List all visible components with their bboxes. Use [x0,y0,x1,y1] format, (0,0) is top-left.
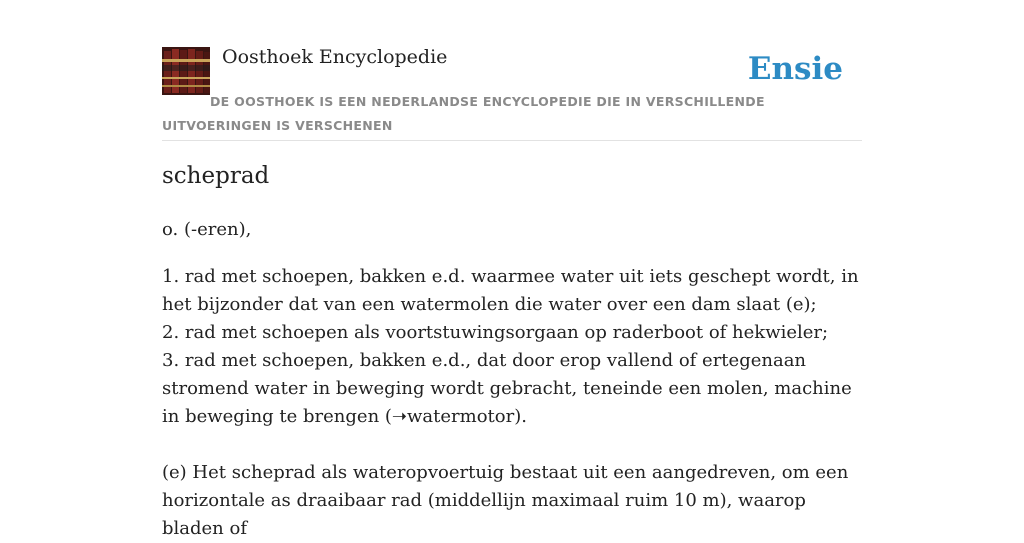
site-title[interactable]: Oosthoek Encyclopedie [222,46,448,68]
definition-item: 3. rad met schoepen, bakken e.d., dat door erop vallend of ertegenaan stromend water in beweging wordt gebracht, teneinde een molen, machine in beweging te brengen (➝watermotor). [162,350,852,427]
entry-title: scheprad [162,163,270,189]
entry-grammar: o. (-eren), [162,219,252,240]
definition-list [162,263,862,431]
definition-item: 2. rad met schoepen als voortstuwingsorgaan op raderboot of hekwieler; [162,322,829,343]
encyclopedia-books-icon[interactable] [162,47,210,95]
site-header [162,0,862,141]
site-tagline: DE OOSTHOEK IS EEN NEDERLANDSE ENCYCLOPEDIE DIE IN VERSCHILLENDE UITVOERINGEN IS VERSCHENEN [162,94,765,133]
entry-body [162,216,862,543]
definition-item: 1. rad met schoepen, bakken e.d. waarmee water uit iets geschept wordt, in het bijzonder dat van een watermolen die water over een dam slaat (e); [162,266,859,315]
page-container [162,0,862,539]
entry-paragraph: (e) Het scheprad als wateropvoertuig bestaat uit een aangedreven, om een horizontale as draaibaar rad (middellijn maximaal ruim 10 m), waarop bladen of [162,462,849,539]
brand-logo[interactable]: Ensie [747,51,843,87]
